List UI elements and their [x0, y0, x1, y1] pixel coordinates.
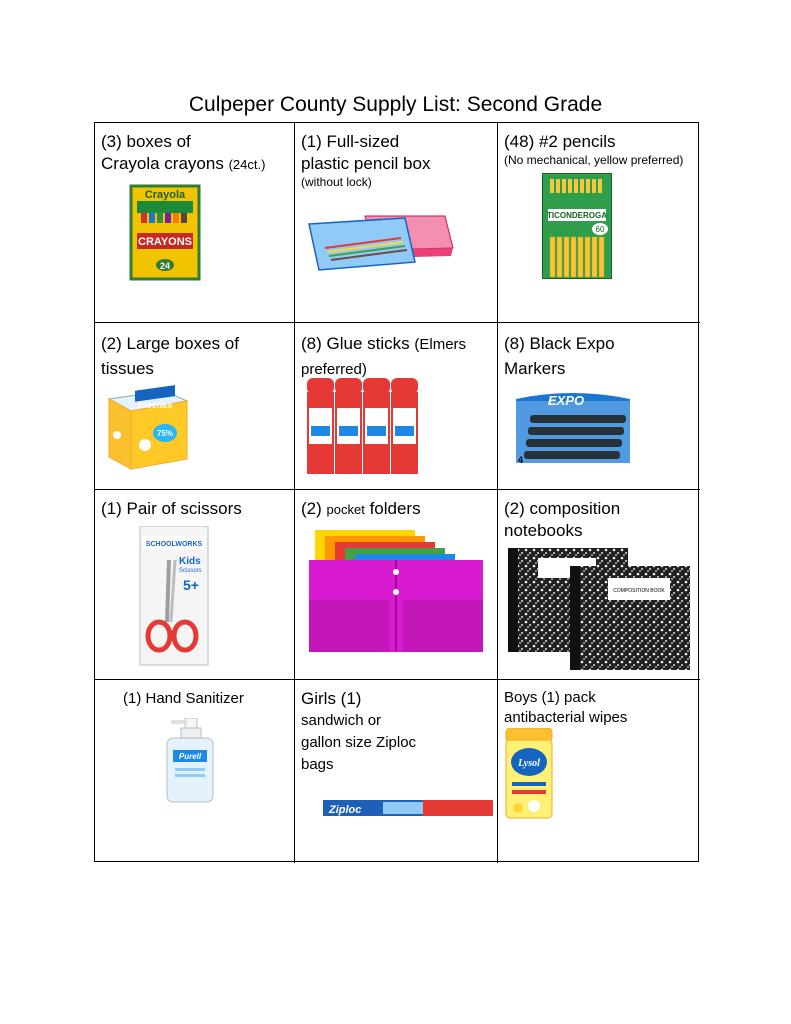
pencil-box-text: [301, 131, 493, 189]
markers-text: [504, 331, 696, 381]
pencil-box-note: (without lock): [301, 175, 372, 189]
markers-label2: Markers: [504, 359, 566, 378]
tissues-label2: tissues: [101, 359, 154, 378]
schoolworks-text: SCHOOLWORKS: [145, 541, 203, 548]
tissues-image: [105, 385, 191, 471]
ziploc-line3: gallon size Ziploc: [301, 734, 417, 751]
cell-glue: [295, 323, 498, 490]
wipes-text: [504, 688, 696, 728]
scissors-image: [139, 526, 209, 666]
scissors-text: [101, 498, 290, 520]
notebooks-label: (2) composition: [504, 499, 621, 518]
kids-scissors-text: Scissors: [179, 568, 202, 574]
ticonderoga-text: TICONDEROGA: [547, 211, 607, 220]
folders-text: [301, 498, 493, 521]
composition-label-text: COMPOSITION BOOK: [613, 588, 665, 594]
sanitizer-text: [123, 688, 290, 710]
cell-notebooks: [498, 490, 700, 680]
cell-scissors: [95, 490, 295, 680]
ziploc-text: [301, 688, 493, 776]
markers-label: (8) Black Expo: [504, 334, 615, 353]
purell-text: Purell: [178, 752, 202, 761]
ziploc-image: [323, 798, 493, 818]
crayons-label2: Crayola crayons: [101, 154, 224, 173]
pencils-count-text: 60: [595, 225, 605, 234]
notebooks-label2: notebooks: [504, 521, 583, 540]
cell-markers: [498, 323, 700, 490]
notebooks-text: [504, 498, 696, 542]
folders-pocket: pocket: [326, 502, 365, 517]
cell-pencil-box: [295, 123, 498, 323]
pencil-box-label: (1) Full-sized: [301, 132, 400, 151]
ziploc-line4: bags: [301, 756, 334, 773]
crayons-image: [129, 183, 201, 281]
glue-text: [301, 331, 493, 382]
folders-label: folders: [369, 499, 421, 518]
age-text: 5+: [183, 577, 199, 593]
cell-wipes: [498, 680, 700, 863]
crayola-logo-text: Crayola: [144, 189, 186, 201]
glue-note2: preferred): [301, 361, 367, 378]
pencil-box-image: [305, 208, 455, 278]
folders-count: (2): [301, 499, 322, 518]
pencils-note: (No mechanical, yellow preferred): [504, 153, 684, 167]
crayons-label: (3) boxes of: [101, 132, 191, 151]
folders-image: [309, 530, 483, 652]
sanitizer-image: [163, 718, 217, 804]
markers-count-text: 4: [518, 455, 524, 465]
tissues-percent-text: 75%: [156, 429, 174, 438]
cell-sanitizer: [95, 680, 295, 863]
crayons-text: [101, 131, 290, 176]
page-title: Culpeper County Supply List: Second Grade: [188, 93, 603, 116]
markers-image: [512, 389, 634, 467]
glue-label: (8) Glue sticks: [301, 334, 410, 353]
notebooks-image: [508, 548, 692, 672]
ziploc-line2: sandwich or: [301, 712, 382, 729]
lysol-logo-text: Lysol: [518, 758, 540, 769]
ziploc-label: Girls (1): [301, 689, 362, 708]
cell-crayons: [95, 123, 295, 323]
tissues-text: [101, 331, 290, 381]
glue-note: (Elmers: [414, 336, 467, 353]
supply-table: [94, 122, 699, 862]
crayons-note: (24ct.): [228, 157, 266, 172]
cell-folders: [295, 490, 498, 680]
wipes-image: [504, 728, 554, 820]
cell-ziploc: [295, 680, 498, 863]
expo-logo-text: EXPO: [548, 393, 585, 408]
pencils-text: [504, 131, 696, 167]
kleenex-text: Kleenex: [137, 400, 173, 410]
pencil-box-label2: plastic pencil box: [301, 154, 431, 173]
cell-pencils: [498, 123, 700, 323]
crayons-box-text: CRAYONS: [138, 236, 192, 248]
pencils-image: [542, 173, 612, 279]
pencils-label: (48) #2 pencils: [504, 132, 616, 151]
crayons-count-text: 24: [159, 261, 171, 271]
tissues-label: (2) Large boxes of: [101, 334, 239, 353]
sanitizer-label: (1) Hand Sanitizer: [123, 690, 244, 707]
wipes-line2: antibacterial wipes: [504, 709, 628, 726]
scissors-label: (1) Pair of scissors: [101, 499, 242, 518]
kids-text: Kids: [179, 556, 201, 567]
ziploc-logo-text: Ziploc: [329, 804, 362, 816]
cell-tissues: [95, 323, 295, 490]
glue-image: [305, 378, 423, 476]
wipes-label: Boys (1) pack: [504, 689, 596, 706]
